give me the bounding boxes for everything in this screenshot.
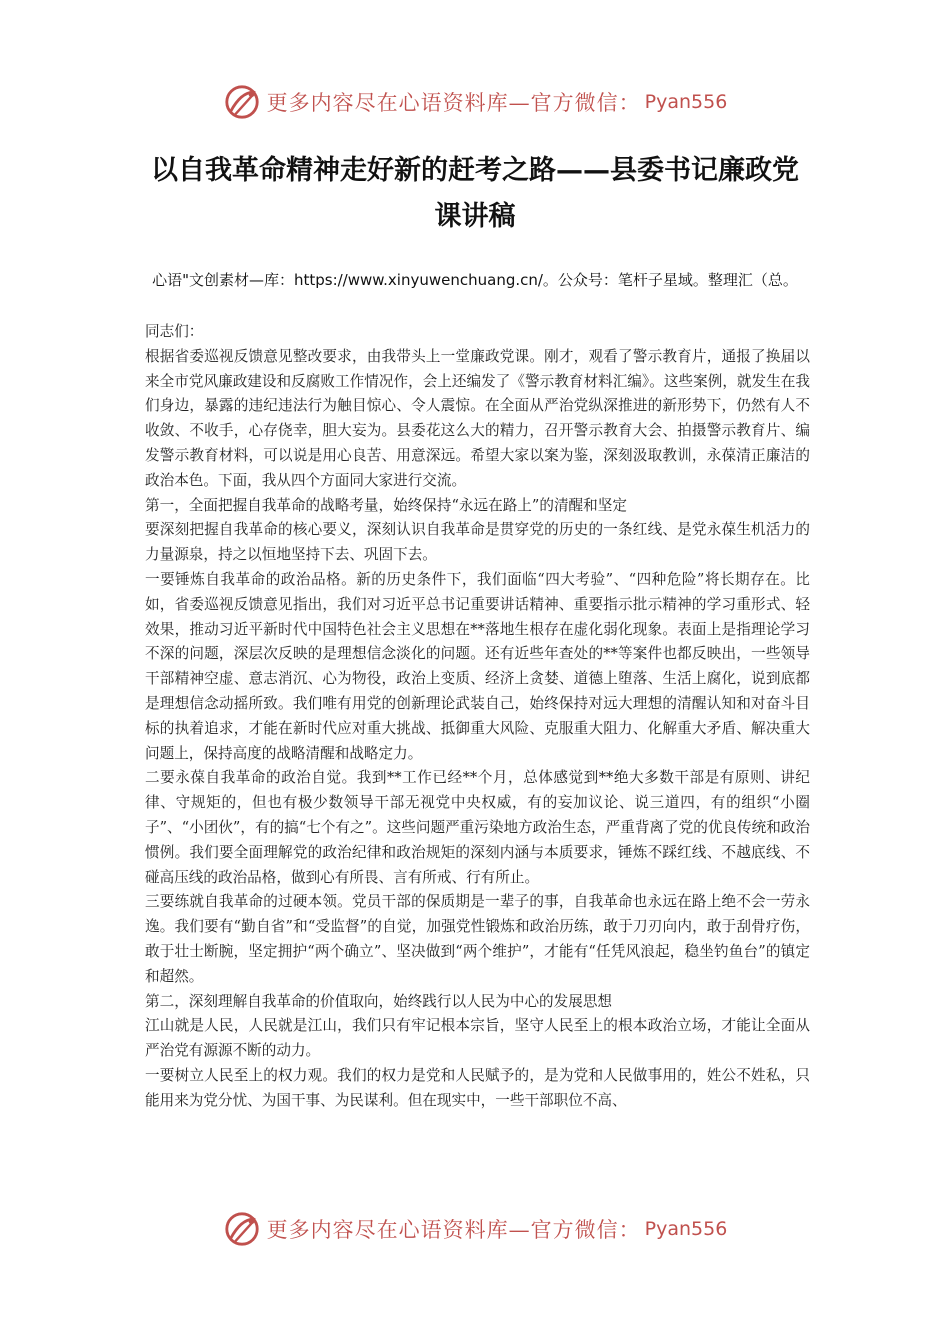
banner-handle: Pyan556 — [644, 1218, 728, 1240]
salutation: 同志们： — [145, 323, 204, 340]
banner-text: 更多内容尽在心语资料库—官方微信： — [266, 1218, 641, 1242]
footer-banner — [0, 1207, 950, 1251]
paragraph: 根据省委巡视反馈意见整改要求，由我带头上一堂廉政党课。刚才，观看了警示教育片，通报了换届以来全市党风廉政建设和反腐败工作情况作，会上还编发了《警示教育材料汇编》。这些案例，就发生在我们身边，暴露的违纪违法行为触目惊心、令人震惊。在全面从严治党纵深推进的新形势下，仍然有人不收敛、不收手，心存侥幸，胆大妄为。县委花这么大的精力，召开警示教育大会、拍摄警示教育片、编发警示教育材料，可以说是用心良苦、用意深远。希望大家以案为鉴，深刻汲取教训，永葆清正廉洁的政治本色。下面，我从四个方面同大家进行交流。 — [145, 347, 810, 489]
paragraph: 二要永葆自我革命的政治自觉。我到**工作已经**个月，总体感觉到**绝大多数干部是有原则、讲纪律、守规矩的，但也有极少数领导干部无视党中央权威，有的妄加议论、说三道四，有的组织“小圈子”、“小团伙”，有的搞“七个有之”。这些问题严重污染地方政治生态，严重背离了党的优良传统和政治惯例。我们要全面理解党的政治纪律和政治规矩的深刻内涵与本质要求，锤炼不踩红线、不越底线、不碰高压线的政治品格，做到心有所畏、言有所戒、行有所止。 — [145, 769, 810, 886]
paragraph: 一要锤炼自我革命的政治品格。新的历史条件下，我们面临“四大考验”、“四种危险”将长期存在。比如，省委巡视反馈意见指出，我们对习近平总书记重要讲话精神、重要指示批示精神的学习重形式、轻效果，推动习近平新时代中国特色社会主义思想在**落地生根存在虚化弱化现象。表面上是指理论学习不深的问题，深层次反映的是理想信念淡化的问题。还有近些年查处的**等案件也都反映出，一些领导干部精神空虚、意志消沉、心为物役，政治上变质、经济上贪婪、道德上堕落、生活上腐化，说到底都是理想信念动摇所致。我们唯有用党的创新理论武装自己，始终保持对远大理想的清醒认知和对奋斗目标的执着追求，才能在新时代应对重大挑战、抵御重大风险、克服重大阻力、化解重大矛盾、解决重大问题上，保持高度的战略清醒和战略定力。 — [145, 570, 810, 762]
header-banner — [0, 80, 950, 124]
section-heading: 第二，深刻理解自我革命的价值取向，始终践行以人民为中心的发展思想 — [145, 992, 613, 1010]
document-title: 以自我革命精神走好新的赶考之路——县委书记廉政党课讲稿 — [151, 155, 799, 232]
paragraph: 一要树立人民至上的权力观。我们的权力是党和人民赋予的，是为党和人民做事用的，姓公不姓私，只能用来为党分忧、为国干事、为民谋利。但在现实中，一些干部职位不高、 — [145, 1066, 810, 1109]
brand-logo-icon — [223, 83, 261, 121]
banner-handle: Pyan556 — [644, 91, 728, 113]
paragraph: 要深刻把握自我革命的核心要义，深刻认识自我革命是贯穿党的历史的一条红线、是党永葆生机活力的力量源泉，持之以恒地坚持下去、巩固下去。 — [145, 521, 810, 564]
banner-text: 更多内容尽在心语资料库—官方微信： — [266, 91, 641, 115]
document-body — [145, 320, 810, 1114]
paragraph: 三要练就自我革命的过硬本领。党员干部的保质期是一辈子的事，自我革命也永远在路上绝不会一劳永逸。我们要有“勤自省”和“受监督”的自觉，加强党性锻炼和政治历练，敢于刀刃向内，敢于刮骨疗伤，敢于壮士断腕，坚定拥护“两个确立”、坚决做到“两个维护”，才能有“任凭风浪起，稳坐钓鱼台”的镇定和超然。 — [145, 893, 810, 985]
paragraph: 江山就是人民，人民就是江山，我们只有牢记根本宗旨，坚守人民至上的根本政治立场，才能让全面从严治党有源源不断的动力。 — [145, 1017, 810, 1060]
section-heading: 第一，全面把握自我革命的战略考量，始终保持“永远在路上”的清醒和坚定 — [145, 496, 627, 514]
brand-logo-icon — [223, 1210, 261, 1248]
source-line: 心语"文创素材—库：https://www.xinyuwenchuang.cn/。公众号：笔杆子星域。整理汇（总。 — [152, 271, 798, 289]
